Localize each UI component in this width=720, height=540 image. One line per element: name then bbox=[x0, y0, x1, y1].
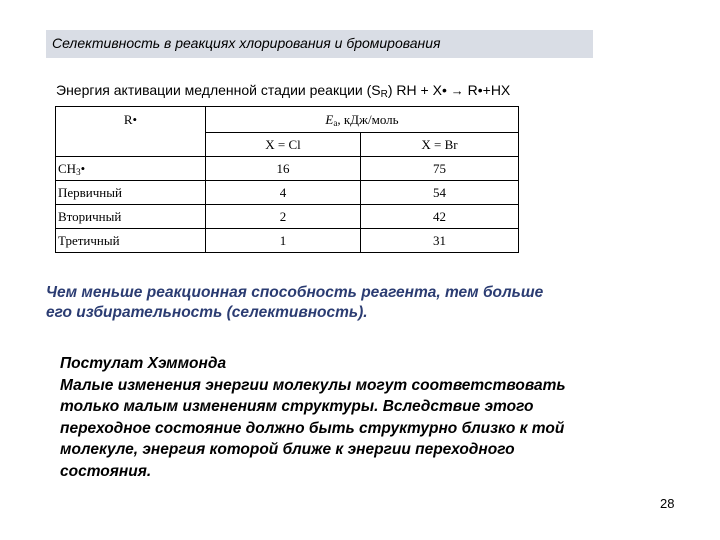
header-ea-sub: a bbox=[333, 117, 338, 128]
table-row bbox=[56, 181, 519, 205]
row-label: Третичный bbox=[56, 229, 206, 253]
cell-br: 54 bbox=[361, 181, 519, 205]
table-row bbox=[56, 157, 519, 181]
cell-cl: 4 bbox=[206, 181, 361, 205]
postulate-line: переходное состояние должно быть структурно близко к той bbox=[60, 419, 565, 437]
row-label: Вторичный bbox=[56, 205, 206, 229]
reaction-arrow-icon: → bbox=[450, 83, 464, 98]
activation-energy-subtitle bbox=[56, 82, 510, 100]
selectivity-line-1: Чем меньше реакционная способность реагента, тем больше bbox=[46, 284, 544, 301]
header-radical bbox=[56, 107, 206, 157]
subtitle-pre: Энергия активации медленной стадии реакции (S bbox=[56, 82, 381, 98]
header-ea-unit: , кДж/моль bbox=[337, 111, 399, 127]
row-label bbox=[56, 157, 206, 181]
header-x-br: X = Br bbox=[361, 133, 519, 157]
table-header-row bbox=[56, 107, 519, 133]
row-label-sub: 3 bbox=[76, 166, 81, 177]
hammond-postulate bbox=[60, 353, 680, 482]
table-row bbox=[56, 229, 519, 253]
activation-energy-table bbox=[55, 106, 519, 253]
selectivity-line-2: его избирательность (селективность). bbox=[46, 304, 368, 321]
row-label: Первичный bbox=[56, 181, 206, 205]
header-radical-label: R• bbox=[123, 112, 138, 127]
header-ea-symbol: E bbox=[325, 111, 334, 127]
row-label-suffix: • bbox=[80, 160, 86, 176]
cell-cl: 16 bbox=[206, 157, 361, 181]
header-x-cl: X = Cl bbox=[206, 133, 361, 157]
slide-title-bar bbox=[46, 30, 593, 58]
cell-cl: 1 bbox=[206, 229, 361, 253]
postulate-line: состояния. bbox=[60, 462, 152, 480]
selectivity-paragraph bbox=[46, 283, 676, 323]
postulate-line: Малые изменения энергии молекулы могут соответствовать bbox=[60, 376, 566, 394]
header-activation-energy bbox=[206, 107, 519, 133]
table-row bbox=[56, 205, 519, 229]
postulate-line: молекуле, энергия которой ближе к энергии переходного bbox=[60, 441, 515, 458]
subtitle-sub: R bbox=[380, 89, 388, 100]
postulate-line: только малым изменениям структуры. Вследствие этого bbox=[60, 398, 534, 415]
cell-cl: 2 bbox=[206, 205, 361, 229]
page-number: 28 bbox=[660, 496, 675, 511]
cell-br: 75 bbox=[361, 157, 519, 181]
subtitle-post: R•+HX bbox=[467, 82, 511, 98]
cell-br: 42 bbox=[361, 205, 519, 229]
cell-br: 31 bbox=[361, 229, 519, 253]
row-label-text: CH bbox=[58, 160, 77, 176]
postulate-title: Постулат Хэммонда bbox=[60, 355, 227, 372]
subtitle-mid: ) RH + X• bbox=[387, 82, 447, 98]
slide-title: Селективность в реакциях хлорирования и бромирования bbox=[52, 35, 441, 51]
